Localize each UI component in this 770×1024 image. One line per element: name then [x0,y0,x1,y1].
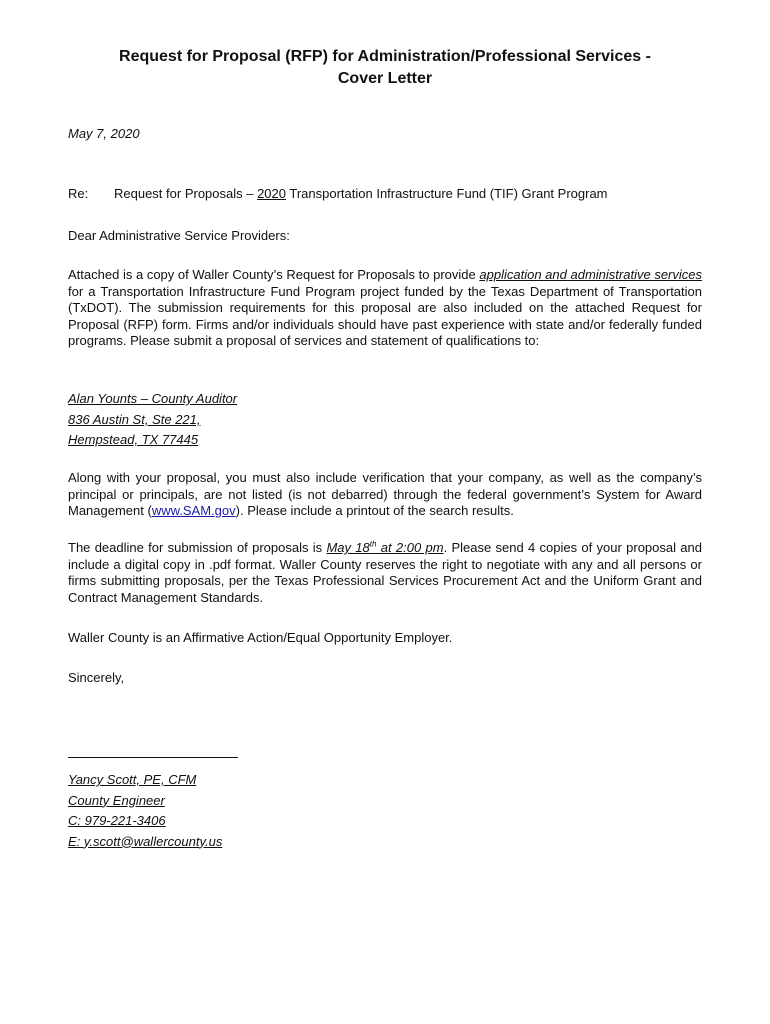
re-year: 2020 [257,186,286,201]
para3-before: The deadline for submission of proposals is [68,540,327,555]
address-line-2: 836 Austin St, Ste 221, [68,411,201,427]
closing: Sincerely, [68,670,125,685]
sam-gov-link[interactable]: www.SAM.gov [151,503,236,518]
document-title [60,46,710,90]
paragraph-rfp-intro [68,267,702,350]
submission-address [68,389,702,451]
para3-after: . Please send 4 copies of your proposal and include a digital copy in .pdf format. Waller County reserves the right to negotiate with any and all persons or firms submitting proposals, per the Texas Professional Services Procurement Act and the Uniform Grant and Contract Management Standards. [68,540,702,605]
address-line-3: Hempstead, TX 77445 [68,432,199,447]
para2-before: Along with your proposal, you must also include verification that your company, as well as the company’s principal or principals, are not listed (is not debarred) through the federal government’s System for Award Management ( [68,470,702,518]
re-label: Re: [68,186,89,201]
signature-line [68,757,238,758]
para1-after: for a Transportation Infrastructure Fund Program project funded by the Texas Department of Transportation (TxDOT). The submission requirements for this proposal are also included on the attached Request for Proposal (RFP) form. Firms and/or individuals should have past experience with state and/or federally funded programs. Please submit a proposal of services and statement of qualifications to: [68,283,702,348]
paragraph-sam-verification [68,470,702,520]
para1-before: Attached is a copy of Waller County’s Request for Proposals to provide [68,267,480,282]
deadline-sup: th [369,539,377,549]
signer-role: County Engineer [68,792,165,808]
para2-after: ). Please include a printout of the search results. [235,503,514,518]
signer-email[interactable]: E: y.scott@wallercounty.us [68,833,223,849]
deadline-date [326,540,443,555]
title-line-2: Cover Letter [337,70,433,87]
paragraph-deadline [68,540,702,606]
signature-block [68,770,702,852]
re-line [68,186,702,203]
signer-name: Yancy Scott, PE, CFM [68,772,197,787]
deadline-day: May 18 [326,540,370,555]
salutation: Dear Administrative Service Providers: [68,228,290,243]
title-line-1: Request for Proposal (RFP) for Administration/Professional Services - [119,48,651,65]
deadline-time: at 2:00 pm [376,540,444,555]
re-text-after: Transportation Infrastructure Fund (TIF) Grant Program [286,186,608,201]
letter-date: May 7, 2020 [68,126,140,141]
eeo-statement: Waller County is an Affirmative Action/Equal Opportunity Employer. [68,630,453,645]
signer-phone: C: 979-221-3406 [68,813,166,828]
address-line-1: Alan Younts – County Auditor [68,391,238,406]
para1-emphasis: application and administrative services [479,267,703,282]
re-text-before: Request for Proposals – [114,186,258,201]
